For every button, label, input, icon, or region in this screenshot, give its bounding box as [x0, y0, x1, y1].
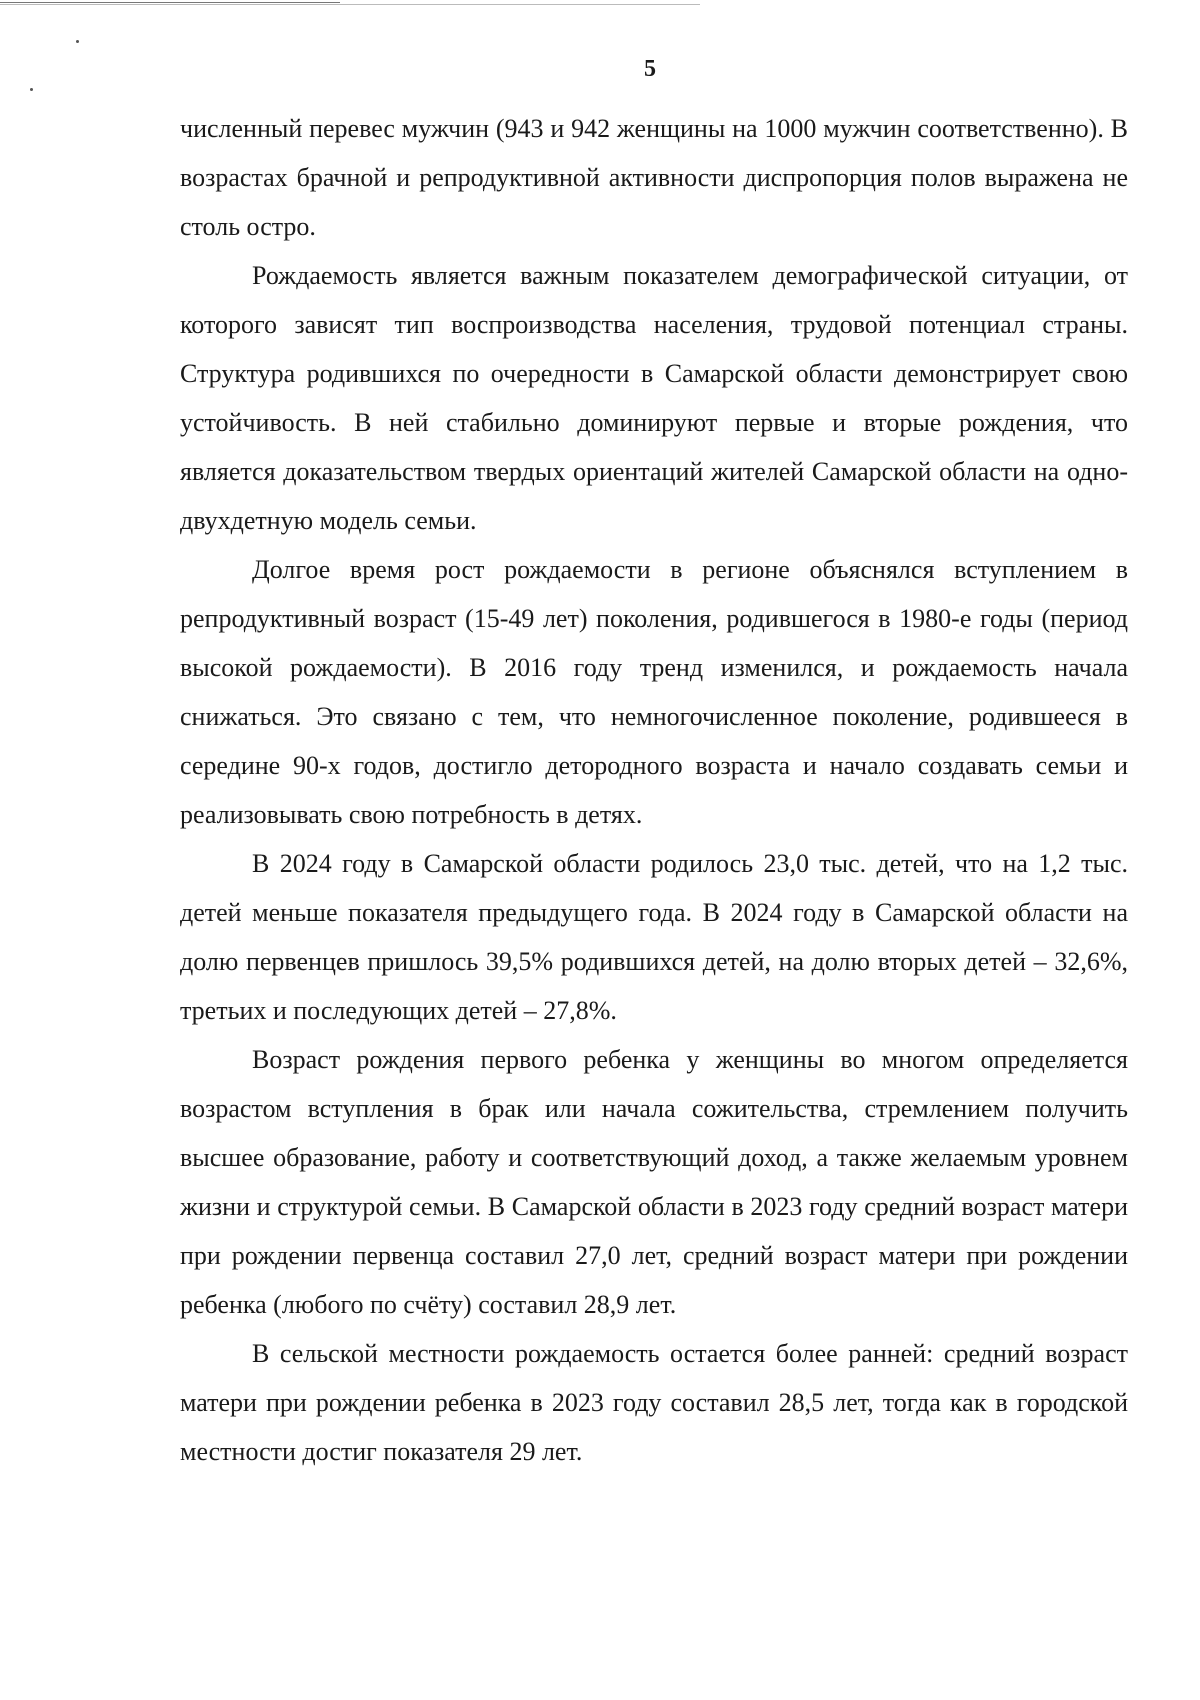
- page-number: 5: [644, 56, 656, 82]
- scan-speck: [76, 40, 79, 43]
- paragraph-5: Возраст рождения первого ребенка у женщины во многом определяется возрастом вступления в брак или начала сожительства, стремлением получить высшее образование, работу и соответствующий доход, а также желаемым уровнем жизни и структурой семьи. В Самарской области в 2023 году средний возраст матери при рождении первенца составил 27,0 лет, средний возраст матери при рождении ребенка (любого по счёту) составил 28,9 лет.: [180, 1045, 1128, 1319]
- paragraph-4: В 2024 году в Самарской области родилось 23,0 тыс. детей, что на 1,2 тыс. детей меньше показателя предыдущего года. В 2024 году в Самарской области на долю первенцев пришлось 39,5% родившихся детей, на долю вторых детей – 32,6%, третьих и последующих детей – 27,8%.: [180, 849, 1128, 1025]
- paragraph-1: численный перевес мужчин (943 и 942 женщины на 1000 мужчин соответственно). В возрастах брачной и репродуктивной активности диспропорция полов выражена не столь остро.: [180, 114, 1128, 241]
- paragraph-6: В сельской местности рождаемость остается более ранней: средний возраст матери при рождении ребенка в 2023 году составил 28,5 лет, тогда как в городской местности достиг показателя 29 лет.: [180, 1339, 1128, 1466]
- scan-artifact-line: [0, 2, 340, 3]
- document-body: [180, 104, 1128, 1476]
- scan-speck: [30, 88, 33, 91]
- scan-artifact-line: [0, 4, 700, 5]
- paragraph-2: Рождаемость является важным показателем демографической ситуации, от которого зависят тип воспроизводства населения, трудовой потенциал страны. Структура родившихся по очередности в Самарской области демонстрирует свою устойчивость. В ней стабильно доминируют первые и вторые рождения, что является доказательством твердых ориентаций жителей Самарской области на одно-двухдетную модель семьи.: [180, 261, 1128, 535]
- paragraph-3: Долгое время рост рождаемости в регионе объяснялся вступлением в репродуктивный возраст (15-49 лет) поколения, родившегося в 1980-е годы (период высокой рождаемости). В 2016 году тренд изменился, и рождаемость начала снижаться. Это связано с тем, что немногочисленное поколение, родившееся в середине 90-х годов, достигло детородного возраста и начало создавать семьи и реализовывать свою потребность в детях.: [180, 555, 1128, 829]
